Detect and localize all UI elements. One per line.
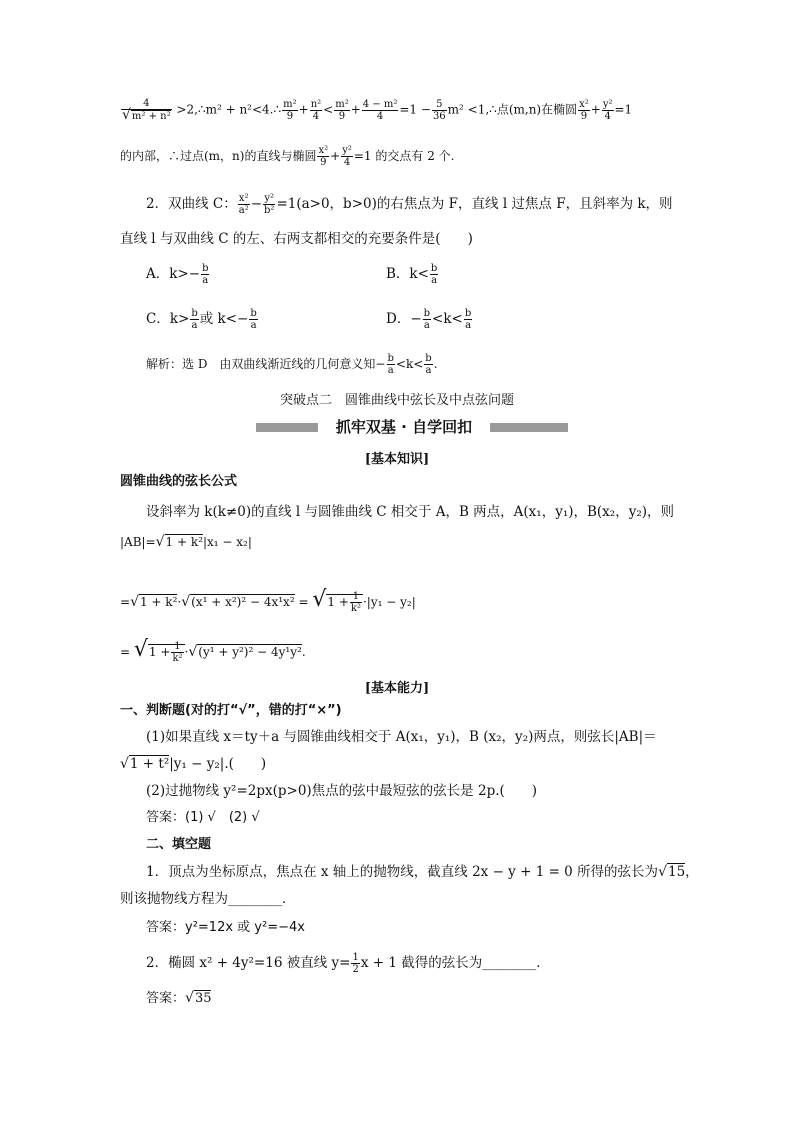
fill-q1: 1．顶点为坐标原点，焦点在 x 轴上的抛物线，截直线 2x − y + 1 = 0 所得的弦长为√15， (146, 864, 699, 880)
section-title: 突破点二 圆锥曲线中弦长及中点弦问题 (279, 393, 514, 408)
fill-title: 二、填空题 (146, 837, 212, 852)
option-b: B．k< $\frac{b}{a}$ (386, 263, 438, 286)
fraction: $\frac{4}{\text{√m² + n²}}$ (122, 98, 171, 123)
judge-title: 一、判断题(对的打“√”，错的打“×”) (120, 703, 342, 718)
formula-3: = √1 + $\frac{1}{\text{k²}}$ ·√(y¹ + y²)² − 4y¹y². (120, 637, 306, 664)
paragraph-1: 设斜率为 k(k≠0)的直线 l 与圆锥曲线 C 相交于 A，B 两点，A(x₁，y₁)，B(x₂，y₂)，则 (146, 504, 675, 520)
option-c: C．k> $\frac{b}{a}$ 或 k<− $\frac{b}{a}$ (146, 308, 257, 331)
solution-line-2: 的内部，∴过点(m，n)的直线与椭圆 $\frac{\text{x²}}{9}$ + $\frac{\text{y²}}{4}$ =1 的交点有 2 个. (120, 145, 455, 168)
formula-1: |AB|=√1 + k²|x₁ − x₂| (120, 534, 252, 550)
answer-1: 答案：(1) √ (2) √ (146, 810, 260, 825)
basic-knowledge-heading: [基本知识] (364, 452, 430, 467)
question-2-solution: 解析：选 D 由双曲线渐近线的几何意义知− $\frac{b}{a}$ <k< $\frac{b}{a}$ . (146, 353, 438, 376)
judge-1-cont: √1 + t²|y₁ − y₂|.( ) (120, 756, 267, 772)
answer-2: 答案：y²=12x 或 y²=−4x (146, 920, 305, 935)
judge-1: (1)如果直线 x＝ty＋a 与圆锥曲线相交于 A(x₁，y₁)，B (x₂，y₂)两点，则弦长|AB|＝ (146, 729, 657, 745)
option-d: D．− $\frac{b}{a}$ <k< $\frac{b}{a}$ (386, 308, 472, 331)
banner-bar-right (490, 423, 568, 432)
answer-3: 答案：√35 (146, 990, 212, 1006)
banner-bar-left (256, 423, 318, 432)
fill-q1-cont: 则该抛物线方程为________． (120, 891, 296, 907)
subtitle: 圆锥曲线的弦长公式 (120, 474, 238, 489)
judge-2: (2)过抛物线 y²=2px(p>0)焦点的弦中最短弦的弦长是 2p.( ) (146, 783, 538, 799)
basic-ability-heading: [基本能力] (364, 681, 430, 696)
banner-text: 抓牢双基 · 自学回扣 (335, 418, 473, 436)
question-2-stem-cont: 直线 l 与双曲线 C 的左、右两支都相交的充要条件是( ) (120, 231, 473, 247)
section-banner (256, 417, 568, 437)
solution-line-1: $\frac{4}{\text{√m² + n²}}$ >2,∴m² + n²<4.∴ $\frac{\text{m²}}{9}$ + $\frac{\text{n²}}{4}$ < $\frac{\text{m²}}{9}$ + $\frac{\text{4 − m²}}{4}$ =1 − $\frac{5}{36}$ m² <1,∴点(m,n)在椭圆 $\frac{\text{x²}}{9}$ + $\frac{\text{y²}}{4}$ =1 (122, 98, 633, 123)
option-a: A．k>− $\frac{b}{a}$ (146, 263, 209, 286)
question-2-stem: 2．双曲线 C： $\frac{\text{x²}}{\text{a²}}$ − $\frac{\text{y²}}{\text{b²}}$ =1(a>0，b>0)的右焦点为 F，直线 l 过焦点 F，且斜率为 k，则 (146, 193, 673, 216)
formula-2: =√1 + k²·√(x¹ + x²)² − 4x¹x² = √1 + $\frac{1}{\text{k²}}$ ·|y₁ − y₂| (120, 587, 416, 614)
fill-q2: 2．椭圆 x² + 4y²=16 被直线 y= $\frac{1}{2}$ x + 1 截得的弦长为________． (146, 952, 550, 975)
